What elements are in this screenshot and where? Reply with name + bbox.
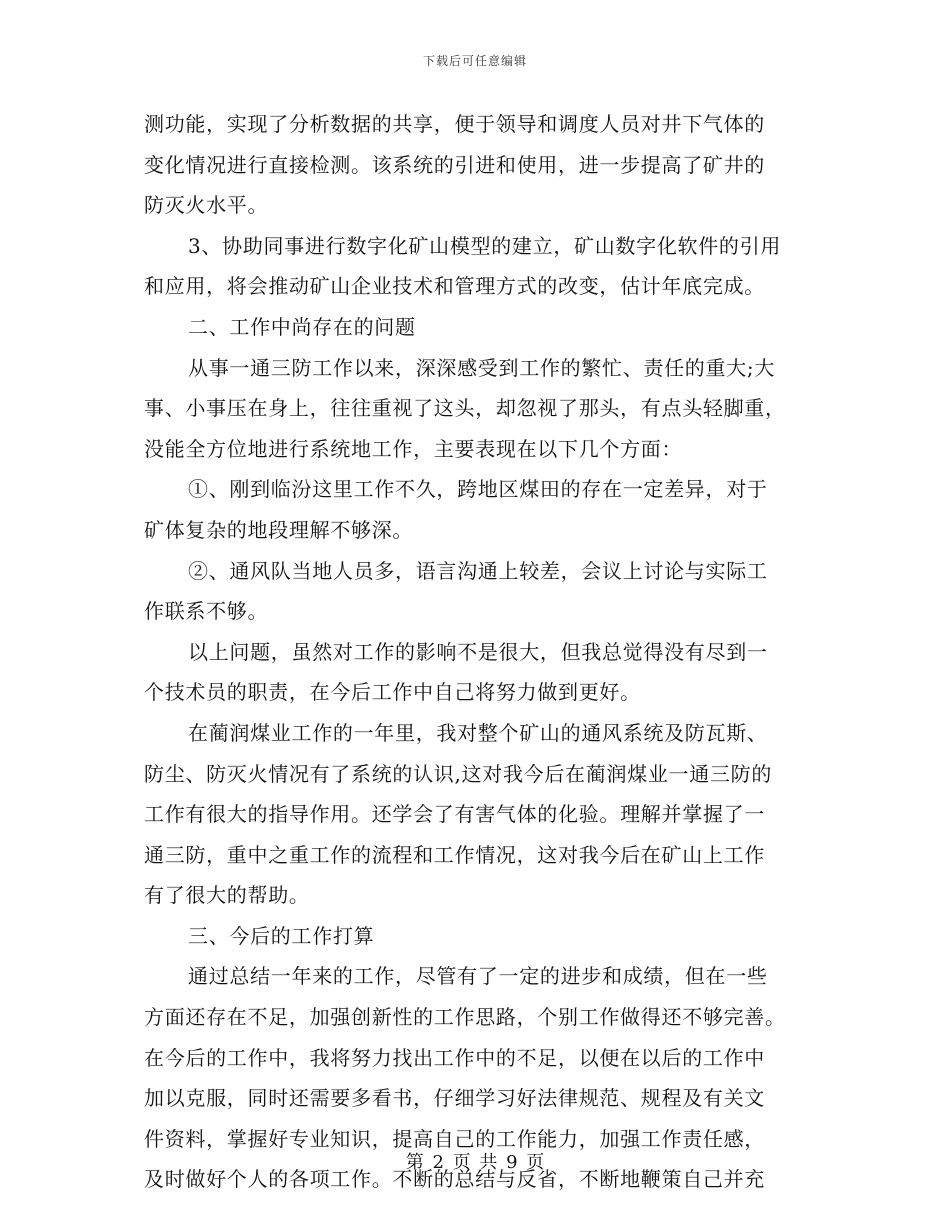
document-body — [144, 104, 816, 1200]
body-line: 从事一通三防工作以来，深深感受到工作的繁忙、责任的重大;大 — [188, 355, 776, 380]
body-line: 没能全方位地进行系统地工作，主要表现在以下几个方面： — [144, 436, 683, 461]
body-line: 在蔺润煤业工作的一年里，我对整个矿山的通风系统及防瓦斯、 — [188, 720, 768, 745]
body-line: 事、小事压在身上，往往重视了这头，却忽视了那头，有点头轻脚重， — [144, 396, 786, 421]
body-line: 方面还存在不足，加强创新性的工作思路，个别工作做得还不够完善。 — [144, 1005, 786, 1030]
body-line: 防灭火水平。 — [144, 193, 269, 218]
page-header: 下载后可任意编辑 — [422, 54, 527, 68]
body-line: 通三防，重中之重工作的流程和工作情况，这对我今后在矿山上工作 — [144, 842, 765, 867]
body-line: 个技术员的职责，在今后工作中自己将努力做到更好。 — [144, 680, 641, 705]
body-line: 三、今后的工作打算 — [188, 923, 375, 948]
body-line: 有了很大的帮助。 — [144, 883, 310, 908]
body-line: 件资料，掌握好专业知识，提高自己的工作能力，加强工作责任感， — [144, 1126, 765, 1151]
body-line: 和应用，将会推动矿山企业技术和管理方式的改变，估计年底完成。 — [144, 274, 765, 299]
body-line: 测功能，实现了分析数据的共享，便于领导和调度人员对井下气体的 — [144, 112, 765, 136]
body-line: 加以克服，同时还需要多看书，仔细学习好法律规范、规程及有关文 — [144, 1086, 765, 1111]
body-line: ②、通风队当地人员多，语言沟通上较差，会议上讨论与实际工 — [188, 558, 768, 583]
body-line: 矿体复杂的地段理解不够深。 — [144, 517, 414, 542]
body-line: ①、刚到临汾这里工作不久，跨地区煤田的存在一定差异，对于 — [188, 477, 768, 502]
body-line: 及时做好个人的各项工作。不断的总结与反省，不断地鞭策自己并充 — [144, 1167, 765, 1192]
body-line: 二、工作中尚存在的问题 — [188, 314, 416, 339]
body-line: 在今后的工作中，我将努力找出工作中的不足，以便在以后的工作中 — [144, 1045, 765, 1070]
body-line: 3、协助同事进行数字化矿山模型的建立，矿山数字化软件的引用 — [188, 233, 782, 258]
body-line: 以上问题，虽然对工作的影响不是很大，但我总觉得没有尽到一 — [188, 639, 768, 664]
body-line: 通过总结一年来的工作，尽管有了一定的进步和成绩，但在一些 — [188, 964, 768, 989]
body-line: 作联系不够。 — [144, 599, 269, 624]
body-line: 工作有很大的指导作用。还学会了有害气体的化验。理解并掌握了一 — [144, 802, 765, 827]
body-line: 防尘、防灭火情况有了系统的认识,这对我今后在蔺润煤业一通三防的 — [144, 761, 773, 786]
page-footer: 第 2 页 共 9 页 — [405, 1152, 545, 1173]
body-line: 变化情况进行直接检测。该系统的引进和使用，进一步提高了矿井的 — [144, 152, 765, 177]
